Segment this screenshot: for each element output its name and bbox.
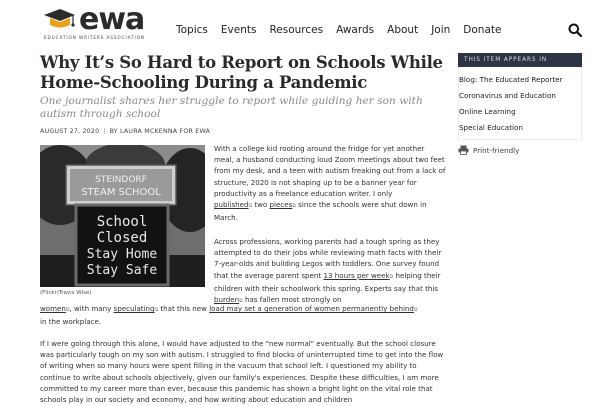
paragraph-3: If I were going through this alone, I would have adjusted to the "new normal" eventually. But the school closure was particularly tough on my son with autism. I struggled to find blocks of uninterrupted time to get into the flow of writing when so many hours were spent filling in the vacuum that school left. I questioned my ability to continue to write about schools objectively, given our family's experiences. Despite these difficulties, I am more committed to my career more than ever, because this pandemic has shown a bright light on the vital role that schools play in our society and economy, and how writing about education and children — [40, 339, 444, 405]
marquee-line-2: Closed — [96, 230, 148, 246]
p2-text-d: , with many — [69, 304, 114, 313]
external-link-icon: ⧉ — [389, 273, 394, 280]
photo-caption: (Flickr/Travis Wise) — [40, 290, 92, 296]
nav-awards[interactable]: Awards — [336, 24, 375, 36]
sidebar — [458, 53, 582, 140]
logo-wordmark: ewa — [79, 2, 145, 37]
marquee-line-4: Stay Safe — [86, 263, 158, 278]
print-friendly-label[interactable]: Print-friendly — [473, 145, 520, 155]
nav-donate[interactable]: Donate — [463, 24, 502, 36]
paragraph-2 — [214, 236, 446, 307]
generation-women-link[interactable]: load may set a generation of women permanently behind — [209, 304, 414, 313]
article-photo — [40, 145, 205, 287]
article-title: Why It’s So Hard to Report on Schools While Home-Schooling During a Pandemic — [40, 53, 443, 92]
p2-text-f: in the workplace. — [40, 317, 102, 327]
nav-join[interactable]: Join — [431, 24, 451, 36]
p2-text-a: Across professions, working parents had a tough spring as they attempted to do their jobs while reviewing math facts with their 7-year-olds and building Legos with toddlers. One survey found that the average parent spent — [214, 237, 442, 280]
site-header — [0, 0, 600, 56]
sidebar-heading: THIS ITEM APPEARS IN — [458, 53, 582, 67]
external-link-icon: ⧉ — [248, 203, 253, 210]
logo-tagline: EDUCATION WRITERS ASSOCIATION — [44, 35, 145, 40]
women-link[interactable]: women — [40, 304, 66, 313]
sidebar-item-coronavirus[interactable]: Coronavirus and Education — [459, 91, 556, 100]
external-link-icon: ⧉ — [154, 307, 159, 313]
article-date: AUGUST 27, 2020 — [40, 128, 100, 135]
paragraph-1 — [214, 143, 446, 223]
paragraph-2-continued — [40, 303, 448, 327]
article-subtitle: One journalist shares her struggle to report while guiding her son with autism through school — [40, 95, 423, 120]
nav-topics[interactable]: Topics — [176, 24, 208, 36]
sidebar-item-online-learning[interactable]: Online Learning — [459, 107, 516, 116]
burden-link[interactable]: burden — [214, 295, 240, 305]
p2-text-c: has fallen most strongly on — [242, 295, 342, 305]
13-hours-link[interactable]: 13 hours per week — [323, 270, 390, 280]
nav-about[interactable]: About — [387, 24, 419, 36]
article-meta — [40, 128, 210, 135]
speculating-link[interactable]: speculating — [113, 304, 155, 313]
main-nav — [176, 24, 514, 36]
sidebar-item-educated-reporter[interactable]: Blog: The Educated Reporter — [459, 75, 563, 84]
search-icon[interactable] — [568, 23, 582, 37]
external-link-icon: ⧉ — [239, 298, 243, 305]
article-byline: BY LAURA MCKENNA FOR EWA — [109, 128, 211, 135]
printer-icon — [458, 145, 469, 155]
p1-text: With a college kid rooting around the fridge for yet another meal, a husband conducting loud Zoom meetings about two feet from my desk, and a teen with autism freaking out from a lack of structure, 2020 is not shaping up to be a banner year for productivity as a freelance education writer. I only — [214, 144, 446, 198]
published-link[interactable]: published — [214, 200, 249, 210]
graduation-cap-icon — [42, 6, 76, 32]
external-link-icon: ⧉ — [413, 307, 418, 313]
print-friendly-button[interactable] — [458, 145, 519, 155]
nav-resources[interactable]: Resources — [269, 24, 324, 36]
nav-events[interactable]: Events — [220, 24, 257, 36]
pieces-link[interactable]: pieces — [269, 200, 293, 210]
marquee-line-3: Stay Home — [86, 247, 158, 262]
external-link-icon: ⧉ — [292, 203, 296, 210]
p2-text-e: that this new — [158, 304, 210, 313]
ewa-logo[interactable] — [42, 2, 152, 46]
sidebar-item-special-education[interactable]: Special Education — [459, 123, 523, 132]
marquee-line-1: School — [96, 214, 148, 230]
p2-text-b: helping their children with their schoolwork this spring. Experts say that this — [214, 270, 441, 293]
p1-mid: two — [252, 200, 270, 210]
external-link-icon: ⧉ — [65, 307, 70, 313]
sign-top-text: STEINDORF — [95, 175, 147, 185]
sign-bottom-text: STEAM SCHOOL — [81, 187, 161, 198]
school-sign-photo — [40, 145, 205, 287]
sidebar-list — [458, 67, 582, 140]
p1-end: since the schools were shut down in March. — [214, 200, 427, 223]
meta-separator: | — [103, 128, 106, 135]
